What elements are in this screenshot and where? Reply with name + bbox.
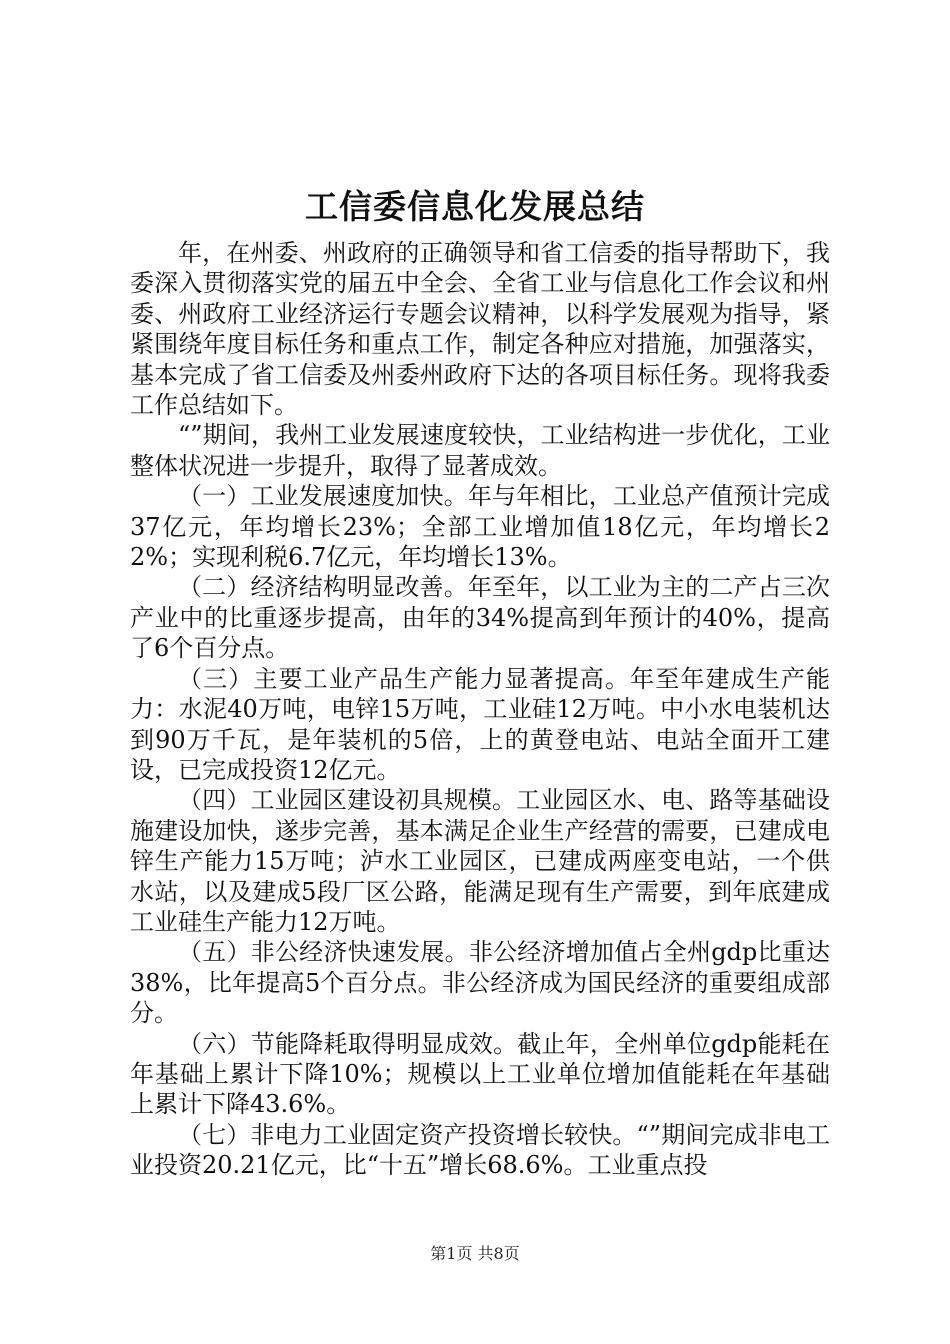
page-footer: 第1页 共8页 — [430, 1244, 520, 1263]
document-title: 工信委信息化发展总结 — [305, 187, 645, 226]
document-body — [130, 238, 830, 1181]
paragraph-item-7: （七）非电力工业固定资产投资增长较快。“”期间完成非电工业投资20.21亿元，比“十五”增长68.6%。工业重点投 — [130, 1120, 830, 1180]
paragraph-item-2: （二）经济结构明显改善。年至年，以工业为主的二产占三次产业中的比重逐步提高，由年的34%提高到年预计的40%，提高了6个百分点。 — [130, 573, 830, 663]
paragraph-item-6: （六）节能降耗取得明显成效。截止年，全州单位gdp能耗在年基础上累计下降10%；规模以上工业单位增加值能耗在年基础上累计下降43.6%。 — [130, 1029, 830, 1119]
paragraph-item-4: （四）工业园区建设初具规模。工业园区水、电、路等基础设施建设加快，遂步完善，基本满足企业生产经营的需要，已建成电锌生产能力15万吨；泸水工业园区，已建成两座变电站，一个供水站，以及建成5段厂区公路，能满足现有生产需要，到年底建成工业硅生产能力12万吨。 — [130, 786, 830, 936]
paragraph-item-1: （一）工业发展速度加快。年与年相比，工业总产值预计完成37亿元，年均增长23%；全部工业增加值18亿元，年均增长22%；实现利税6.7亿元，年均增长13%。 — [130, 482, 830, 572]
paragraph-overview: “”期间，我州工业发展速度较快，工业结构进一步优化，工业整体状况进一步提升，取得了显著成效。 — [130, 421, 830, 480]
paragraph-intro: 年，在州委、州政府的正确领导和省工信委的指导帮助下，我委深入贯彻落实党的届五中全会、全省工业与信息化工作会议和州委、州政府工业经济运行专题会议精神，以科学发展观为指导，紧紧围绕年度目标任务和重点工作，制定各种应对措施，加强落实，基本完成了省工信委及州委州政府下达的各项目标任务。现将我委工作总结如下。 — [130, 239, 830, 420]
paragraph-item-3: （三）主要工业产品生产能力显著提高。年至年建成生产能力：水泥40万吨，电锌15万吨，工业硅12万吨。中小水电装机达到90万千瓦，是年装机的5倍，上的黄登电站、电站全面开工建设，已完成投资12亿元。 — [130, 664, 830, 784]
paragraph-item-5: （五）非公经济快速发展。非公经济增加值占全州gdp比重达38%，比年提高5个百分点。非公经济成为国民经济的重要组成部分。 — [130, 938, 830, 1028]
